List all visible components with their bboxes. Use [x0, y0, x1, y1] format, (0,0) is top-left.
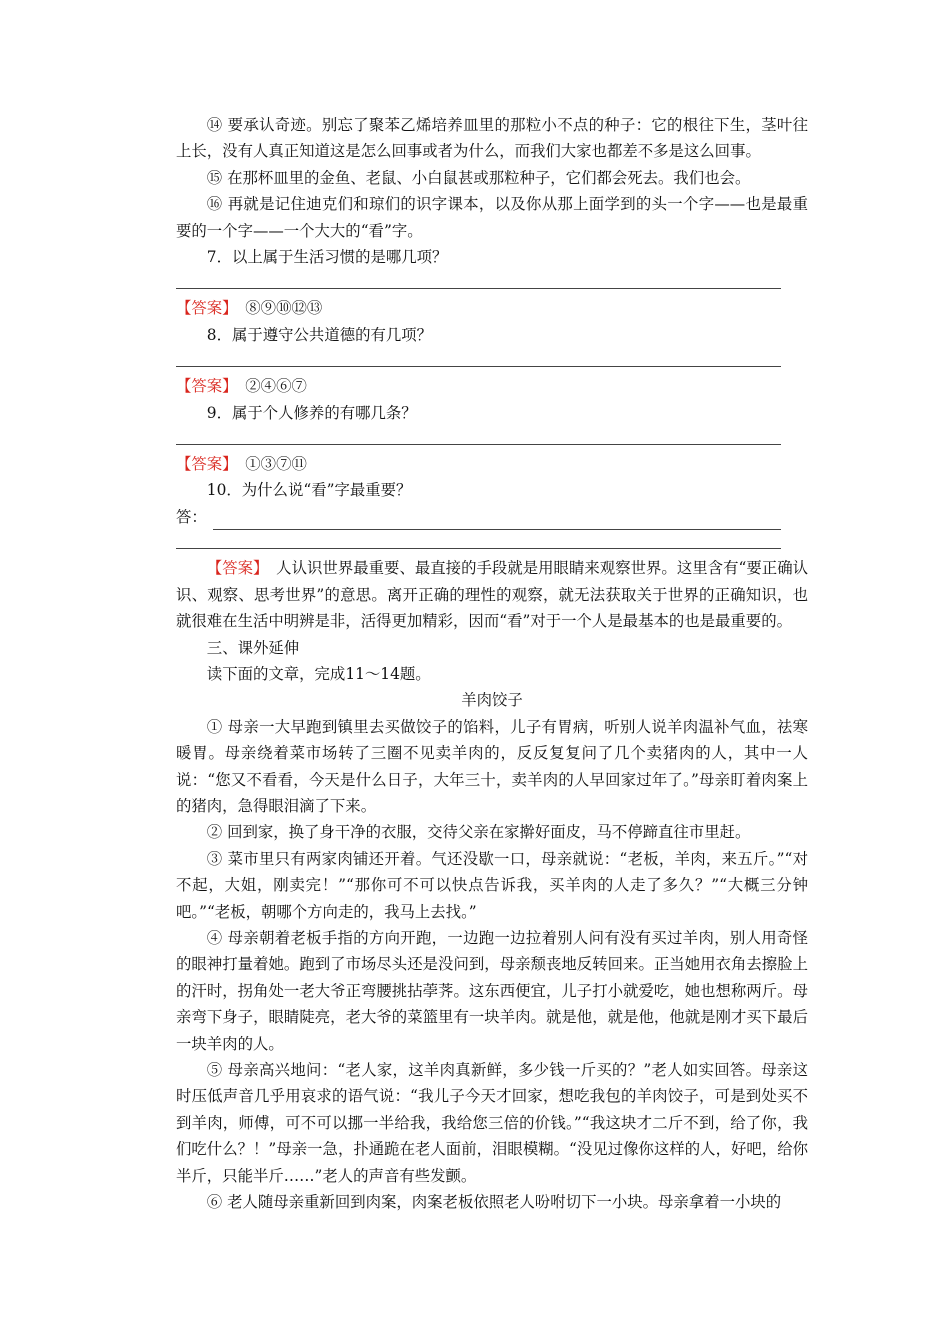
article-paragraph: ② 回到家，换了身干净的衣服，交待父亲在家擀好面皮，马不停蹄直往市里赶。 [206, 823, 751, 842]
answer-blank-10 [176, 504, 781, 530]
section-heading: 三、课外延伸 [206, 638, 300, 657]
question-9: 9．属于个人修养的有哪几条？ [206, 403, 417, 422]
article-title: 羊肉饺子 [461, 691, 523, 710]
article-paragraph: ⑥ 老人随母亲重新回到肉案，肉案老板依照老人吩咐切下一小块。母亲拿着一小块的 [206, 1193, 782, 1212]
answer-7 [176, 295, 808, 321]
answer-blank-7 [176, 270, 781, 289]
article-paragraph: ① 母亲一大早跑到镇里去买做饺子的馅料，儿子有胃病，听别人说羊肉温补气血，祛寒暖胃。母亲绕着菜市场转了三圈不见卖羊肉的，反反复复问了几个卖猪肉的人，其中一人说：“您又不看看，今天是什么日子，大年三十，卖羊肉的人早回家过年了。”母亲盯着肉案上的猪肉，急得眼泪滴了下来。 [176, 717, 808, 815]
question-7: 7．以上属于生活习惯的是哪几项？ [206, 248, 448, 267]
answer-label: 【答案】 [176, 377, 230, 396]
answer-prefix: 答： [176, 507, 207, 526]
article-paragraph: ④ 母亲朝着老板手指的方向开跑，一边跑一边拉着别人问有没有买过羊肉，别人用奇怪的眼神打量着她。跑到了市场尽头还是没问到，母亲颓丧地反转回来。正当她用衣角去擦脸上的汗时，拐角处一老大爷正弯腰挑拈荸荠。这东西便宜，儿子打小就爱吃，她也想称两斤。母亲弯下身子，眼睛陡亮，老大爷的菜篮里有一块羊肉。就是他，就是他，他就是刚才买下最后一块羊肉的人。 [176, 928, 808, 1053]
section-instruction: 读下面的文章，完成11～14题。 [206, 664, 431, 683]
answer-7-text: ⑧⑨⑩⑫⑬ [245, 299, 323, 318]
answer-blank-9 [176, 426, 781, 445]
answer-label: 【答案】 [176, 299, 230, 318]
answer-label: 【答案】 [206, 559, 261, 578]
answer-10-text: 人认识世界最重要、最直接的手段就是用眼睛来观察世界。这里含有“要正确认识、观察、思考世界”的意思。离开正确的理性的观察，就无法获取关于世界的正确知识，也就很难在生活中明辨是非，活得更加精彩，因而“看”对于一个人是最基本的也是最重要的。 [176, 559, 808, 631]
article-paragraph: ⑤ 母亲高兴地问：“老人家，这羊肉真新鲜，多少钱一斤买的？”老人如实回答。母亲这时压低声音几乎用哀求的语气说：“我儿子今天才回家，想吃我包的羊肉饺子，可是到处买不到羊肉，师傅，可不可以挪一半给我，我给您三倍的价钱。”“我这块才二斤不到，给了你，我们吃什么？！”母亲一急，扑通跪在老人面前，泪眼模糊。“没见过像你这样的人，好吧，给你半斤，只能半斤……”老人的声音有些发颤。 [176, 1061, 808, 1185]
answer-8 [176, 373, 808, 399]
question-10: 10．为什么说“看”字最重要？ [206, 481, 412, 500]
item-15: ⑮ 在那杯皿里的金鱼、老鼠、小白鼠甚或那粒种子，它们都会死去。我们也会。 [206, 168, 751, 187]
answer-label: 【答案】 [176, 455, 230, 474]
question-8: 8．属于遵守公共道德的有几项？ [206, 325, 433, 344]
answer-10 [176, 555, 808, 634]
answer-blank-10b [176, 530, 781, 549]
answer-8-text: ②④⑥⑦ [245, 377, 307, 396]
article-paragraph: ③ 菜市里只有两家肉铺还开着。气还没歇一口，母亲就说：“老板，羊肉，来五斤。”“对不起，大姐，刚卖完！”“那你可不可以快点告诉我，买羊肉的人走了多久？”“大概三分钟吧。”“老板，朝哪个方向走的，我马上去找。” [176, 849, 808, 921]
item-14: ⑭ 要承认奇迹。别忘了聚苯乙烯培养皿里的那粒小不点的种子：它的根往下生，茎叶往上长，没有人真正知道这是怎么回事或者为什么，而我们大家也都差不多是这么回事。 [176, 116, 808, 161]
answer-blank-8 [176, 348, 781, 367]
document-page [176, 112, 808, 1215]
answer-9-text: ①③⑦⑪ [245, 455, 307, 474]
item-16: ⑯ 再就是记住迪克们和琼们的识字课本，以及你从那上面学到的头一个字——也是最重要的一个字——一个大大的“看”字。 [176, 195, 808, 240]
answer-9 [176, 451, 808, 477]
